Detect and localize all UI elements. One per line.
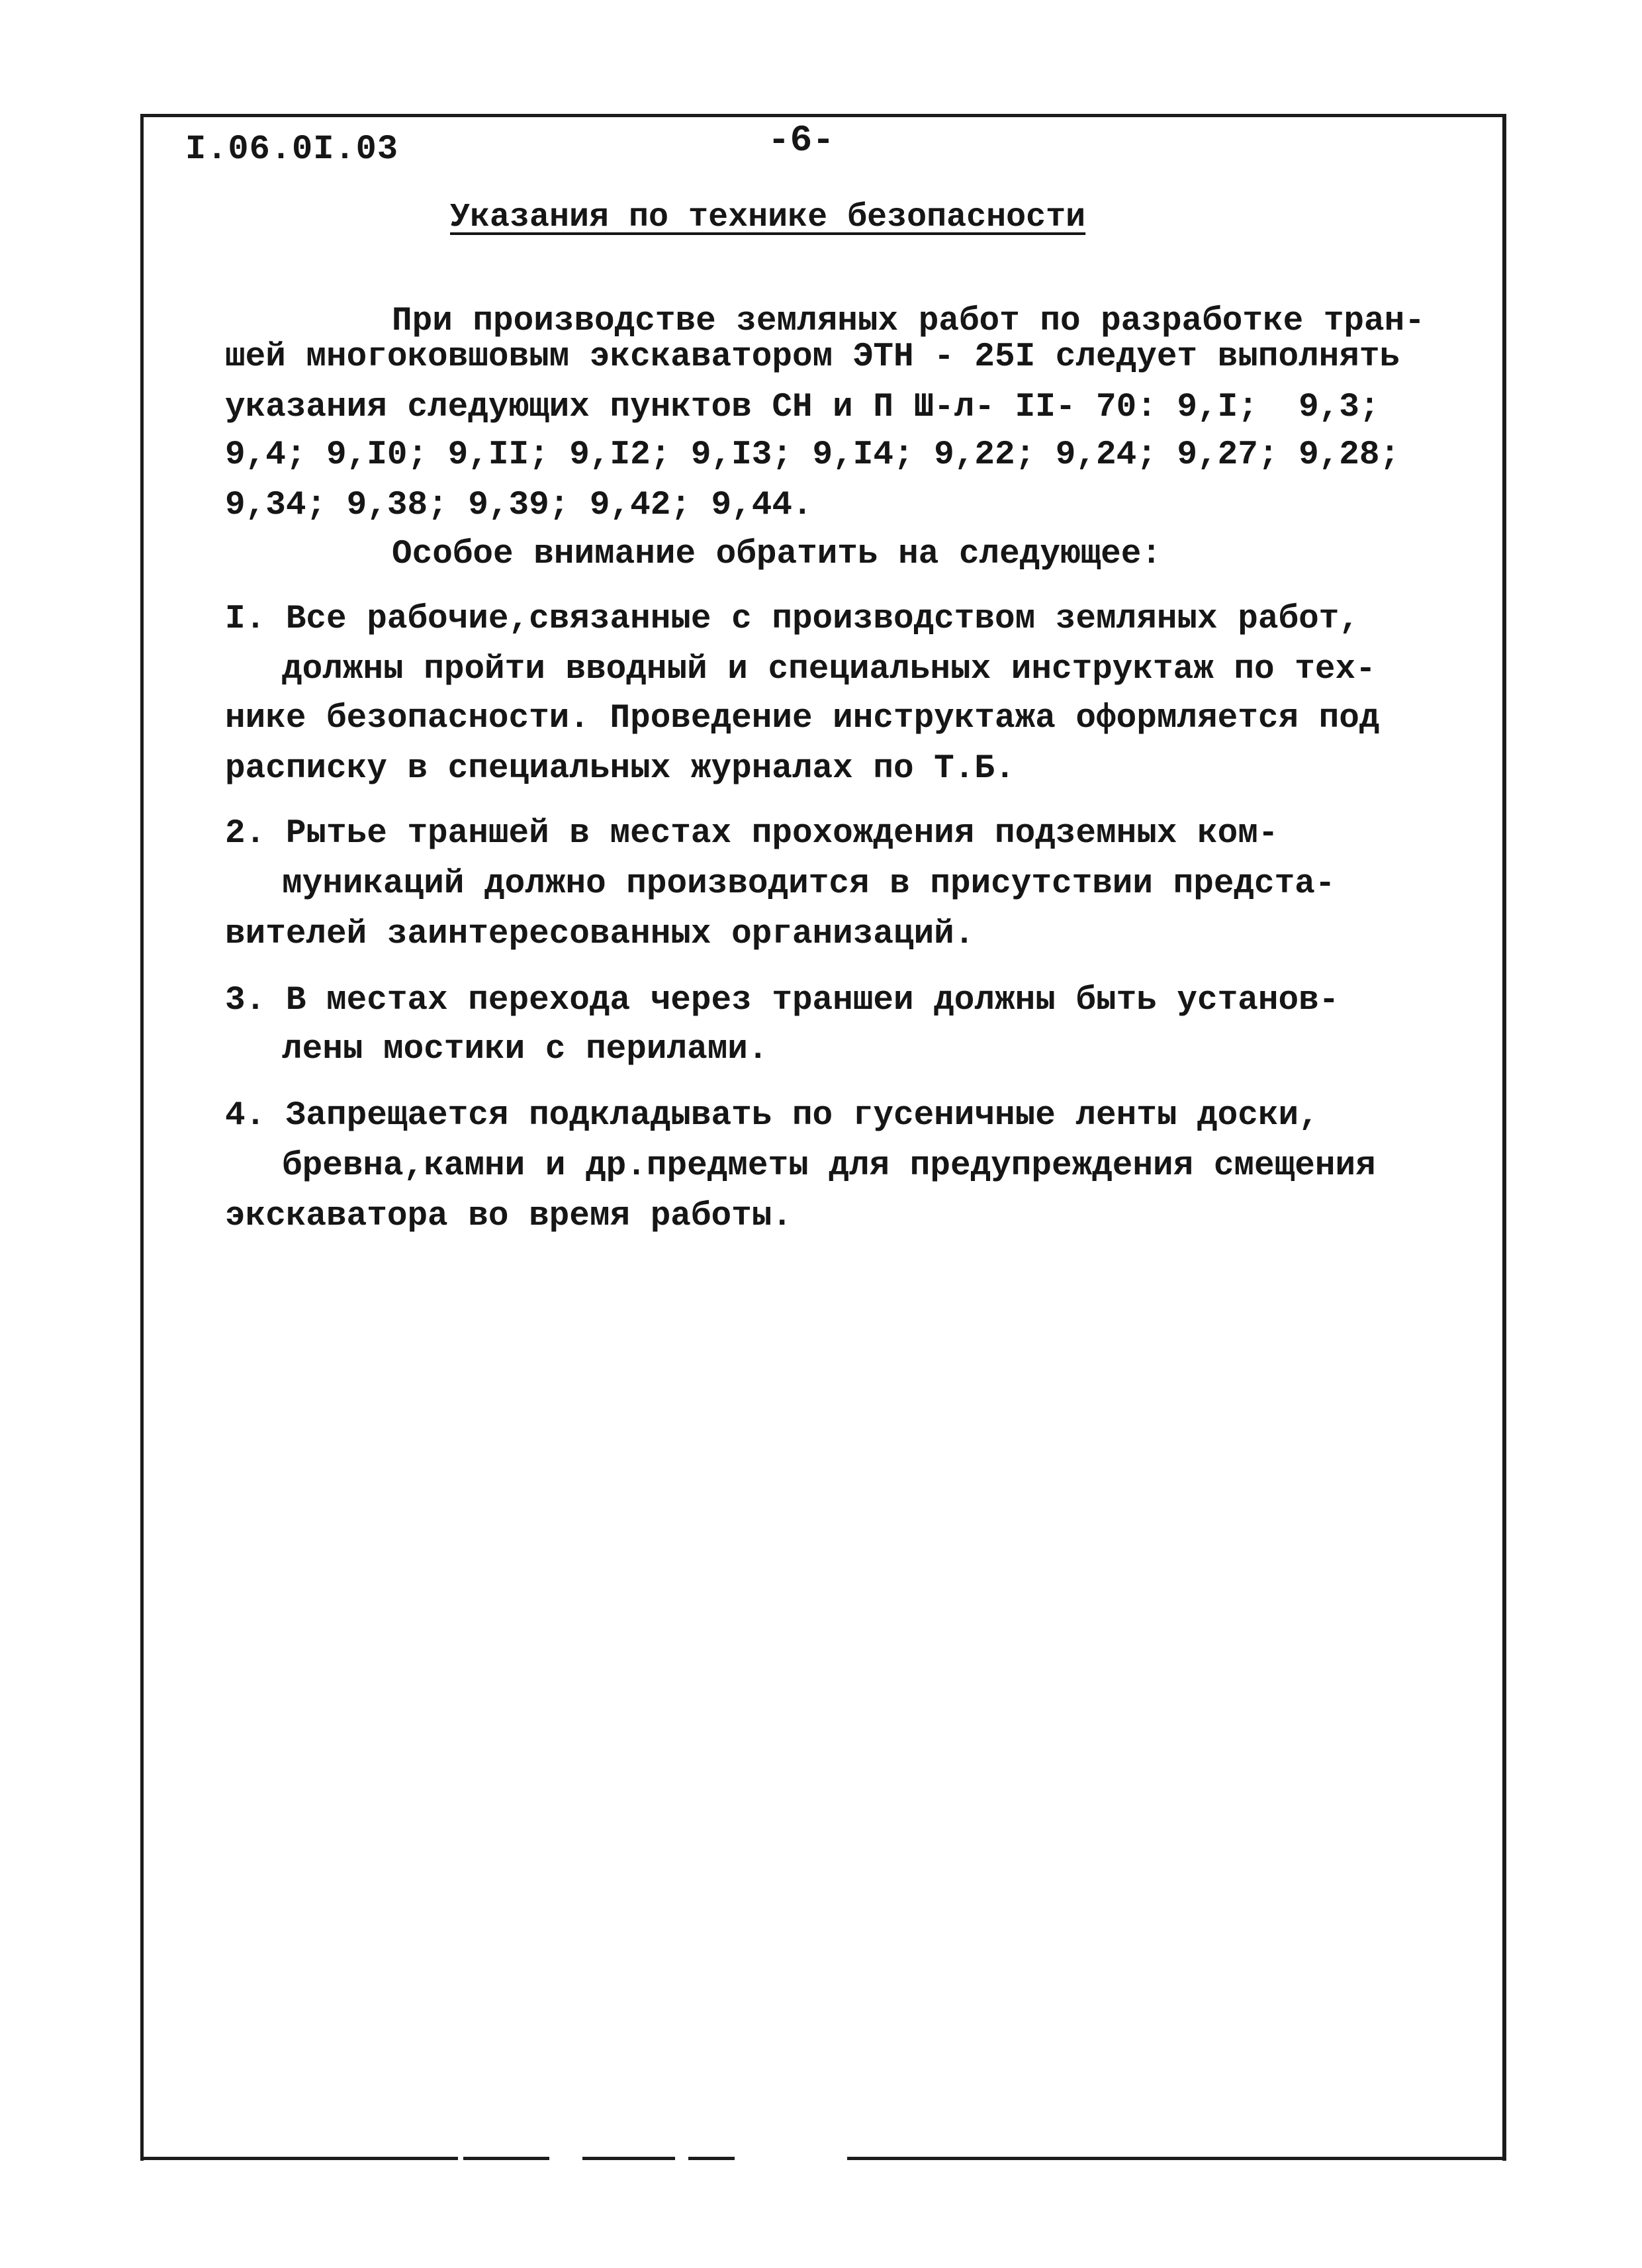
- list-item-line: 3. В местах перехода через траншеи должны быть установ-: [225, 982, 1340, 1019]
- list-item-line: расписку в специальных журналах по Т.Б.: [225, 750, 1015, 788]
- list-item-line: вителей заинтересованных организаций.: [225, 916, 975, 953]
- frame-bottom-line: [463, 2157, 549, 2160]
- intro-line: Особое внимание обратить на следующее:: [392, 536, 1162, 573]
- frame-bottom-line: [847, 2157, 1506, 2160]
- frame-bottom-line: [140, 2157, 458, 2160]
- list-item-line: 4. Запрещается подкладывать по гусеничные ленты доски,: [225, 1097, 1319, 1135]
- list-item-line: I. Все рабочие,связанные с производством земляных работ,: [225, 600, 1359, 638]
- list-item-line: нике безопасности. Проведение инструктажа оформляется под: [225, 700, 1380, 737]
- document-code: I.06.0I.03: [185, 130, 399, 169]
- page-number: -6-: [768, 119, 835, 162]
- frame-bottom-line: [582, 2157, 675, 2160]
- section-title: Указания по технике безопасности: [450, 199, 1086, 236]
- list-item-line: экскаватора во время работы.: [225, 1198, 792, 1235]
- intro-line: 9,34; 9,38; 9,39; 9,42; 9,44.: [225, 487, 813, 524]
- list-item-line: лены мостики с перилами.: [282, 1031, 768, 1068]
- intro-line: При производстве земляных работ по разработке тран-: [392, 303, 1425, 340]
- list-item-line: бревна,камни и др.предметы для предупреждения смещения: [282, 1147, 1376, 1185]
- list-item-line: 2. Рытье траншей в местах прохождения подземных ком-: [225, 815, 1279, 853]
- list-item-line: муникаций должно производится в присутствии предста-: [282, 865, 1336, 903]
- intro-line: 9,4; 9,I0; 9,II; 9,I2; 9,I3; 9,I4; 9,22; 9,24; 9,27; 9,28;: [225, 436, 1400, 474]
- list-item-line: должны пройти вводный и специальных инструктаж по тех-: [282, 651, 1376, 688]
- intro-line: указания следующих пунктов СН и П Ш-л- II- 70: 9,I; 9,3;: [225, 389, 1380, 426]
- intro-line: шей многоковшовым экскаватором ЭТН - 25I следует выполнять: [225, 338, 1400, 376]
- frame-bottom-line: [688, 2157, 735, 2160]
